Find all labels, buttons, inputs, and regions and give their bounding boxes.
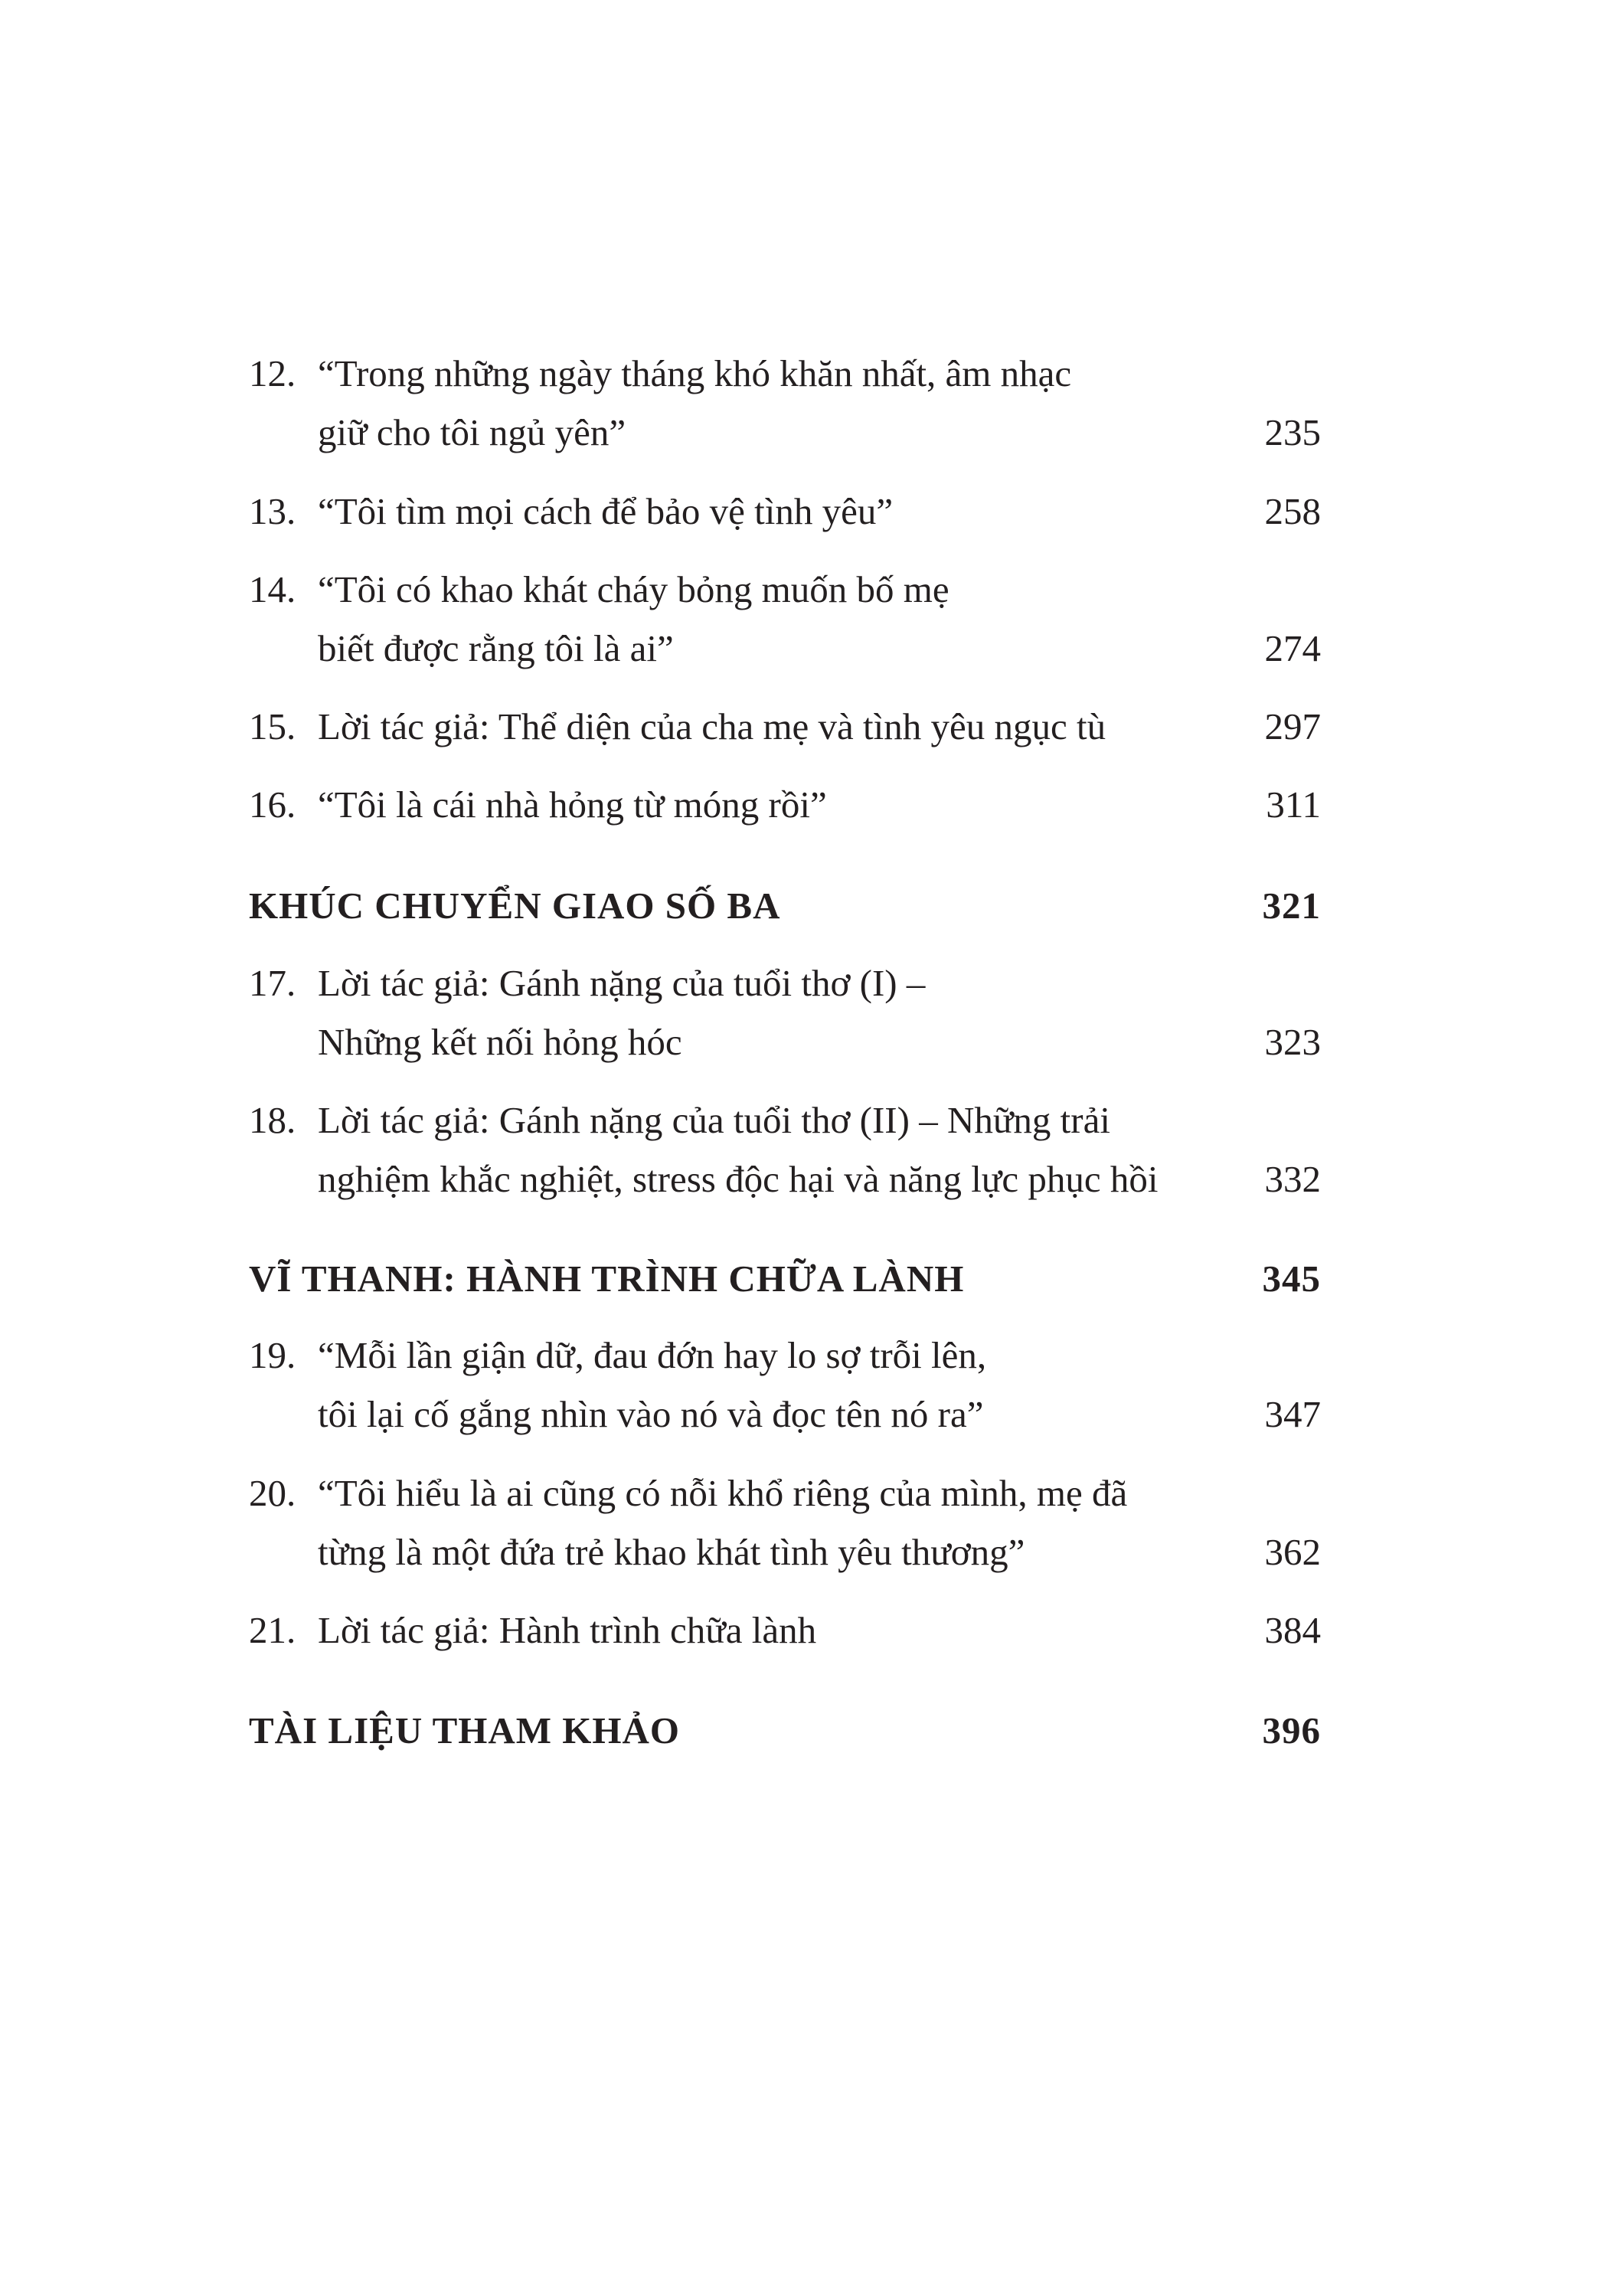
toc-entry-12[interactable] [249,352,1321,454]
toc-section-khuc-chuyen-giao[interactable] [249,887,1321,933]
toc-entry-20[interactable] [249,1474,1321,1574]
entry-page-number: 235 [1264,411,1321,453]
toc-entry-16[interactable] [249,783,1321,832]
entry-title-line-1: “Tôi có khao khát cháy bỏng muốn bố mẹ [318,568,949,610]
entry-page-number: 347 [1264,1393,1321,1435]
entry-number: 19. [249,1334,296,1376]
entry-title-line-1: “Tôi tìm mọi cách để bảo vệ tình yêu” [318,490,894,532]
entry-title-line-2: tôi lại cố gắng nhìn vào nó và đọc tên nó ra” [318,1393,984,1435]
entry-page-number: 258 [1264,490,1321,532]
toc-entry-21[interactable] [249,1611,1321,1657]
entry-title-line-2: Những kết nối hỏng hóc [318,1021,682,1063]
toc-entry-13[interactable] [249,492,1321,538]
entry-number: 18. [249,1099,296,1141]
entry-title-line-2: nghiệm khắc nghiệt, stress độc hại và năng lực phục hồi [318,1158,1159,1200]
section-page-number: 396 [1262,1709,1321,1751]
entry-page-number: 274 [1264,627,1321,669]
entry-title-line-1: “Tôi là cái nhà hỏng từ móng rồi” [318,783,827,826]
section-page-number: 321 [1262,885,1321,927]
entry-title-line-2: giữ cho tôi ngủ yên” [318,411,626,453]
entry-page-number: 311 [1266,783,1321,826]
entry-number: 16. [249,783,296,826]
entry-page-number: 362 [1264,1531,1321,1573]
entry-number: 12. [249,352,296,394]
toc-section-tai-lieu-tham-khao[interactable] [249,1709,1321,1758]
section-title: TÀI LIỆU THAM KHẢO [249,1709,680,1751]
section-page-number: 345 [1262,1258,1321,1300]
entry-number: 13. [249,490,296,532]
entry-title-line-1: “Mỗi lần giận dữ, đau đớn hay lo sợ trỗi lên, [318,1334,987,1376]
entry-title-line-1: “Tôi hiểu là ai cũng có nỗi khổ riêng của mình, mẹ đã [318,1472,1128,1514]
entry-number: 14. [249,568,296,610]
entry-number: 20. [249,1472,296,1514]
toc-entry-19[interactable] [249,1336,1321,1436]
toc-entry-15[interactable] [249,705,1321,754]
section-title: VĨ THANH: HÀNH TRÌNH CHỮA LÀNH [249,1258,965,1300]
entry-page-number: 297 [1264,705,1321,747]
entry-page-number: 384 [1264,1609,1321,1651]
entry-number: 15. [249,705,296,747]
entry-title-line-2: biết được rằng tôi là ai” [318,627,674,669]
entry-title-line-1: Lời tác giả: Gánh nặng của tuổi thơ (I) – [318,962,926,1004]
entry-title-line-1: Lời tác giả: Gánh nặng của tuổi thơ (II) – Những trải [318,1099,1110,1141]
entry-number: 17. [249,962,296,1004]
entry-page-number: 323 [1264,1021,1321,1063]
entry-number: 21. [249,1609,296,1651]
entry-title-line-1: Lời tác giả: Hành trình chữa lành [318,1609,817,1651]
entry-title-line-1: Lời tác giả: Thể diện của cha mẹ và tình yêu ngục tù [318,705,1106,747]
section-title: KHÚC CHUYỂN GIAO SỐ BA [249,885,781,927]
toc-section-vi-thanh[interactable] [249,1260,1321,1306]
entry-page-number: 332 [1264,1158,1321,1200]
entry-title-line-2: từng là một đứa trẻ khao khát tình yêu thương” [318,1531,1025,1573]
toc-entry-14[interactable] [249,568,1321,670]
toc-entry-18[interactable] [249,1101,1321,1201]
entry-title-line-1: “Trong những ngày tháng khó khăn nhất, âm nhạc [318,352,1072,394]
toc-entry-17[interactable] [249,964,1321,1064]
